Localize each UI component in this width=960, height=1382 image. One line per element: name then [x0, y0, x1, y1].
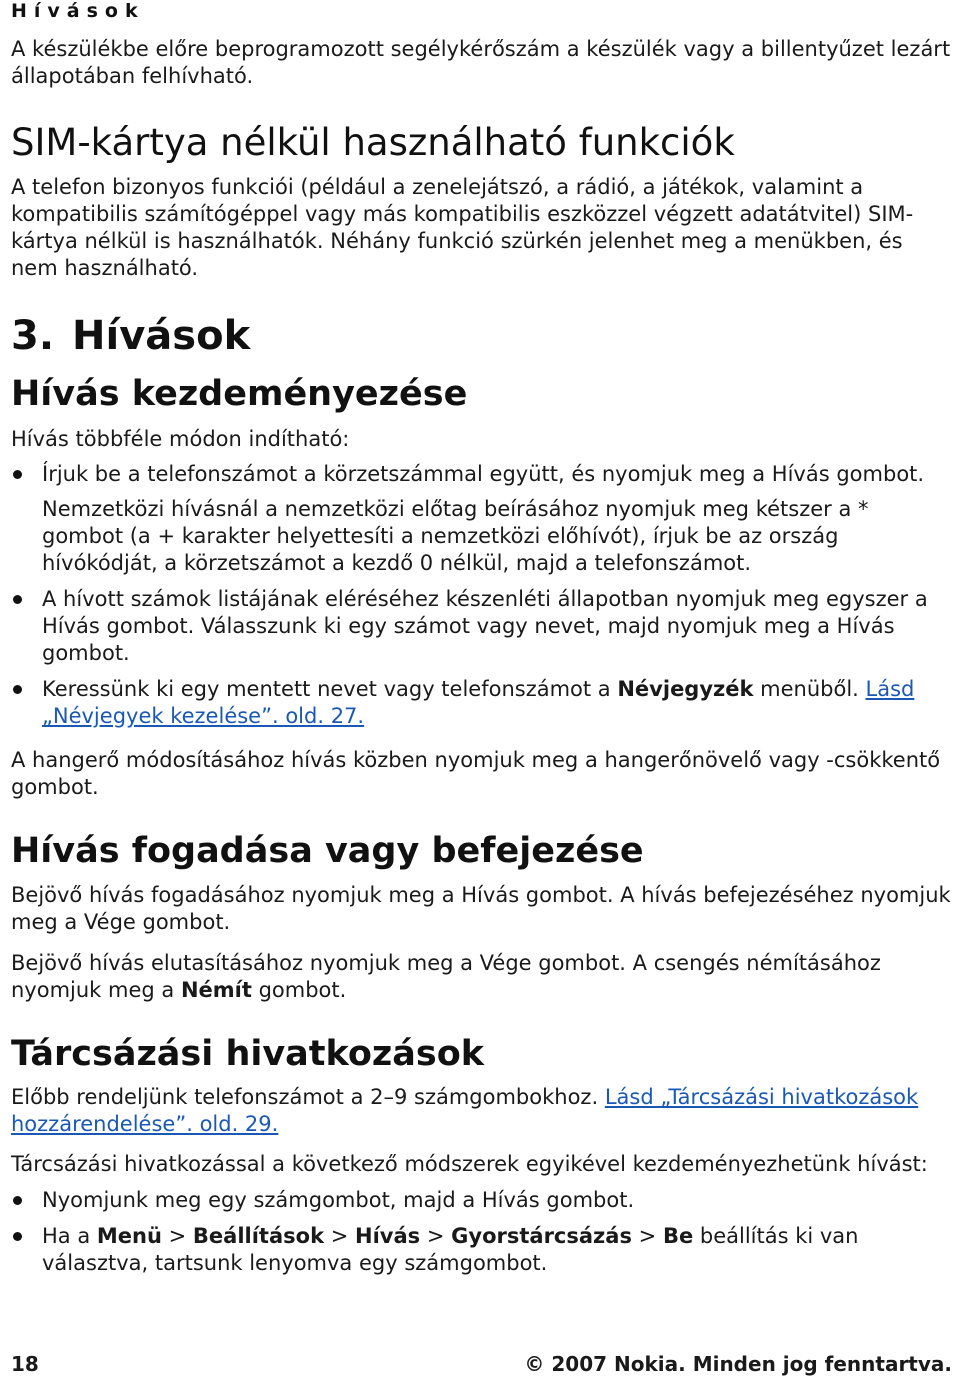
make-call-list [11, 461, 952, 730]
copyright: © 2007 Nokia. Minden jog fenntartva. [524, 1352, 952, 1376]
make-call-title: Hívás kezdeményezése [11, 374, 468, 414]
list-item [11, 461, 952, 577]
bullet-icon [13, 685, 22, 694]
chapter-heading [11, 312, 952, 360]
speed-dial-link[interactable]: Lásd „Tárcsázási hivatkozások hozzárendelése”. old. 29. [11, 1085, 919, 1136]
menu-path-item: Gyorstárcsázás [451, 1224, 632, 1248]
bullet-text: Írjuk be a telefonszámot a körzetszámmal együtt, és nyomjuk meg a Hívás gombot. [42, 462, 925, 486]
contacts-link[interactable]: Lásd „Névjegyek kezelése”. old. 27. [42, 677, 915, 728]
speed-dial-title: Tárcsázási hivatkozások [11, 1034, 485, 1074]
page-number: 18 [11, 1352, 39, 1376]
chapter-title: Hívások [72, 313, 251, 359]
bullet-icon [13, 1232, 22, 1241]
bullet-text: Nyomjunk meg egy számgombot, majd a Hívás gombot. [42, 1188, 635, 1212]
mute-label: Némít [180, 978, 252, 1002]
list-item [11, 586, 952, 667]
answer-paragraph-1: Bejövő hívás fogadásához nyomjuk meg a Hívás gombot. A hívás befejezéséhez nyomjuk meg a Vége gombot. [11, 883, 951, 934]
bullet-icon [13, 470, 22, 479]
menu-path-separator: > [638, 1224, 657, 1248]
answer-text: Bejövő hívás elutasításához nyomjuk meg a Vége gombot. A csengés némításához nyomjuk meg a [11, 951, 881, 1002]
list-item [11, 1223, 952, 1277]
menu-path-separator: > [168, 1224, 187, 1248]
menu-path-item: Hívás [355, 1224, 421, 1248]
bullet-text: menüből. [753, 677, 866, 701]
bullet-text: Keressünk ki egy mentett nevet vagy telefonszámot a [42, 677, 618, 701]
menu-path-separator: > [426, 1224, 445, 1248]
menu-path-separator: > [330, 1224, 349, 1248]
speed-dial-text: Előbb rendeljünk telefonszámot a 2–9 számgombokhoz. [11, 1085, 605, 1109]
answer-paragraph-2 [11, 950, 952, 1004]
answer-title: Hívás fogadása vagy befejezése [11, 831, 644, 871]
bullet-icon [13, 1196, 22, 1205]
intro-paragraph: A készülékbe előre beprogramozott segélykérőszám a készülék vagy a billentyűzet lezárt állapotában felhívható. [11, 37, 951, 88]
make-call-lead: Hívás többféle módon indítható: [11, 427, 350, 451]
chapter-number: 3. [11, 313, 55, 359]
answer-text: gombot. [251, 978, 347, 1002]
speed-dial-paragraph-1 [11, 1084, 952, 1138]
bullet-text: beállítás ki van választva, tartsunk lenyomva egy számgombot. [42, 1224, 859, 1275]
list-item [11, 1187, 952, 1214]
bullet-icon [13, 595, 22, 604]
sim-section-title: SIM-kártya nélkül használható funkciók [11, 121, 735, 164]
bullet-text: A hívott számok listájának eléréséhez készenléti állapotban nyomjuk meg egyszer a Hívás gombot. Válasszunk ki egy számot vagy nevet, majd nyomjuk meg a Hívás gombot. [42, 587, 928, 665]
menu-path-item: Menü [96, 1224, 162, 1248]
contacts-menu-label: Névjegyzék [617, 677, 754, 701]
speed-dial-list [11, 1187, 952, 1277]
volume-paragraph: A hangerő módosításához hívás közben nyomjuk meg a hangerőnövelő vagy -csökkentő gombot. [11, 748, 941, 799]
running-header: Hívások [11, 0, 145, 22]
bullet-text: Ha a [42, 1224, 97, 1248]
menu-path-item: Be [662, 1224, 694, 1248]
sim-section-body: A telefon bizonyos funkciói (például a zenelejátszó, a rádió, a játékok, valamint a kompatibilis számítógéppel vagy más kompatibilis eszközzel végzett adatátvitel) SIM-kártya nélkül is használhatók. Néhány funkció szürkén jelenhet meg a menükben, és nem használható. [11, 175, 914, 280]
list-item [11, 676, 952, 730]
menu-path-item: Beállítások [192, 1224, 325, 1248]
bullet-continuation: Nemzetközi hívásnál a nemzetközi előtag beírásához nyomjuk meg kétszer a * gombot (a + karakter helyettesíti a nemzetközi előhívót), írjuk be az ország hívókódját, a körzetszámot a kezdő 0 nélkül, majd a telefonszámot. [42, 497, 869, 575]
speed-dial-paragraph-2: Tárcsázási hivatkozással a következő módszerek egyikével kezdeményezhetünk hívást: [11, 1152, 928, 1176]
